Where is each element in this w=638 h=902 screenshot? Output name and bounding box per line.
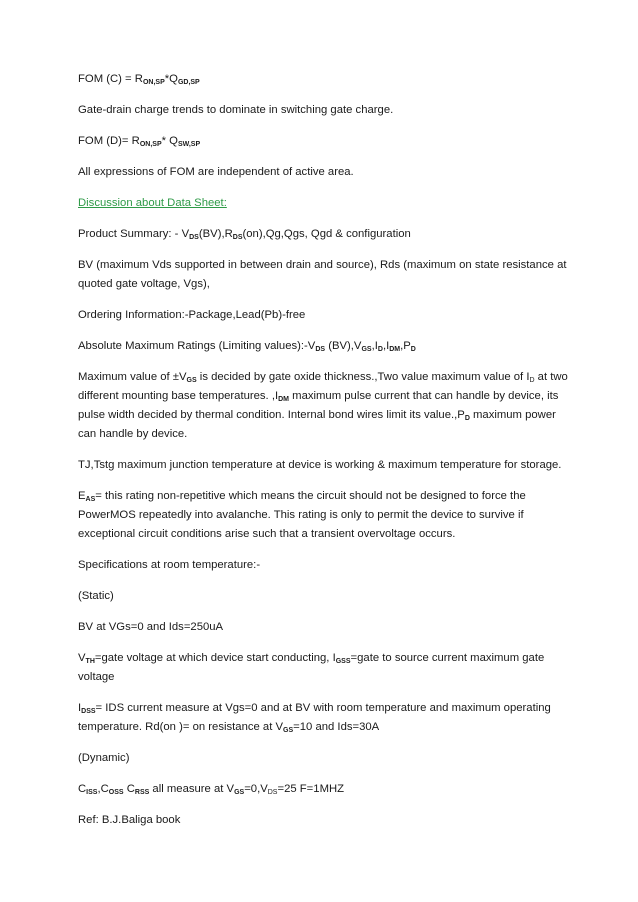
text-run: =gate voltage at which device start conducting, I <box>94 652 336 664</box>
subscript: D <box>377 346 383 353</box>
subscript: ON,SP <box>142 79 165 86</box>
paragraph-abs-max <box>78 337 568 356</box>
text-run: Discussion about Data Sheet: <box>78 197 227 209</box>
text-run: ,I <box>371 340 378 352</box>
text-run: ,I <box>382 340 390 352</box>
text-run: FOM (D)= R <box>78 135 140 147</box>
subscript: DM <box>389 346 401 353</box>
paragraph-fom-d <box>78 132 568 151</box>
text-run: at two different mounting base temperatures. ,I <box>78 371 568 402</box>
text-run: is decided by gate oxide thickness.,Two value maximum value of I <box>196 371 530 383</box>
text-run: BV at VGs=0 and Ids=250uA <box>78 621 224 633</box>
text-run: * Q <box>161 135 178 147</box>
subscript: D <box>410 346 416 353</box>
paragraph-specs <box>78 556 568 575</box>
text-run: Product Summary: - V <box>78 228 190 240</box>
text-run: All expressions of FOM are independent of active area. <box>78 166 354 178</box>
text-run: Gate-drain charge trends to dominate in switching gate charge. <box>78 104 394 116</box>
document-page <box>78 70 568 842</box>
text-run: I <box>78 702 82 714</box>
text-run: maximum pulse current that can handle by device, its pulse width decided by thermal condition. Internal bond wires limit its value.,P <box>78 390 559 421</box>
subscript: TH <box>85 658 95 665</box>
paragraph-gate-drain <box>78 101 568 120</box>
text-run: =10 and Ids=30A <box>293 721 380 733</box>
text-run: BV (maximum Vds supported in between drain and source), Rds (maximum on state resistance at quoted gate voltage, Vgs), <box>78 259 567 290</box>
paragraph-static <box>78 587 568 606</box>
text-run: all measure at V <box>149 783 235 795</box>
paragraph-ref <box>78 811 568 830</box>
paragraph-bv-at <box>78 618 568 637</box>
text-run: C <box>123 783 135 795</box>
text-run: (on),Qg,Qgs, Qgd & configuration <box>242 228 411 240</box>
subscript: ON,SP <box>139 141 162 148</box>
paragraph-ciss <box>78 780 568 799</box>
subscript: SW,SP <box>177 141 201 148</box>
text-run: (BV),R <box>198 228 233 240</box>
subscript: GD,SP <box>177 79 200 86</box>
paragraph-ordering <box>78 306 568 325</box>
text-run: = this rating non-repetitive which means the circuit should not be designed to force the PowerMOS repeatedly into avalanche. This rating is only to permit the device to survive if exceptional circuit conditions arise such that a transient overvoltage occurs. <box>78 490 526 540</box>
paragraph-dynamic <box>78 749 568 768</box>
text-run: TJ,Tstg maximum junction temperature at device is working & maximum temperature for storage. <box>78 459 562 471</box>
paragraph-fom-c <box>78 70 568 89</box>
text-run: Ordering Information:-Package,Lead(Pb)-free <box>78 309 306 321</box>
text-run: =25 F=1MHZ <box>277 783 345 795</box>
subscript: DS <box>267 789 278 796</box>
paragraph-product-summary <box>78 225 568 244</box>
subscript: DS <box>232 234 243 241</box>
text-run: V <box>78 652 86 664</box>
subscript: AS <box>85 496 96 503</box>
text-run: maximum power can handle by device. <box>78 409 556 440</box>
heading-link-datasheet-heading[interactable] <box>78 197 227 209</box>
subscript: GS <box>186 377 197 384</box>
text-run: (Dynamic) <box>78 752 130 764</box>
subscript: ISS <box>86 789 98 796</box>
paragraph-idss <box>78 699 568 737</box>
text-run: =0,V <box>244 783 268 795</box>
paragraph-max-vgs <box>78 368 568 444</box>
text-run: ,P <box>400 340 411 352</box>
subscript: GS <box>361 346 372 353</box>
text-run: Specifications at room temperature:- <box>78 559 261 571</box>
paragraph-eas <box>78 487 568 544</box>
subscript: GS <box>283 727 294 734</box>
text-run: (BV),V <box>325 340 362 352</box>
subscript: OSS <box>108 789 124 796</box>
text-run: E <box>78 490 86 502</box>
text-run: Absolute Maximum Ratings (Limiting values):-V <box>78 340 316 352</box>
text-run: = IDS current measure at Vgs=0 and at BV with room temperature and maximum operating temperature. Rd(on )= on resistance at V <box>78 702 551 733</box>
text-run: FOM (C) = R <box>78 73 143 85</box>
paragraph-tj-tstg <box>78 456 568 475</box>
text-run: *Q <box>164 73 178 85</box>
text-run: ,C <box>97 783 109 795</box>
subscript: GS <box>234 789 245 796</box>
paragraph-datasheet-heading <box>78 194 568 213</box>
subscript: DSS <box>81 708 96 715</box>
paragraph-fom-independent <box>78 163 568 182</box>
subscript: GSS <box>335 658 351 665</box>
subscript: DS <box>315 346 326 353</box>
text-run: (Static) <box>78 590 114 602</box>
paragraph-bv-def <box>78 256 568 294</box>
subscript: D <box>464 415 470 422</box>
text-run: Maximum value of ±V <box>78 371 187 383</box>
text-run: Ref: B.J.Baliga book <box>78 814 181 826</box>
subscript: DM <box>278 396 290 403</box>
subscript: D <box>529 377 535 384</box>
subscript: RSS <box>134 789 150 796</box>
subscript: DS <box>189 234 199 241</box>
text-run: C <box>78 783 87 795</box>
text-run: =gate to source current maximum gate voltage <box>78 652 545 683</box>
paragraph-vth <box>78 649 568 687</box>
